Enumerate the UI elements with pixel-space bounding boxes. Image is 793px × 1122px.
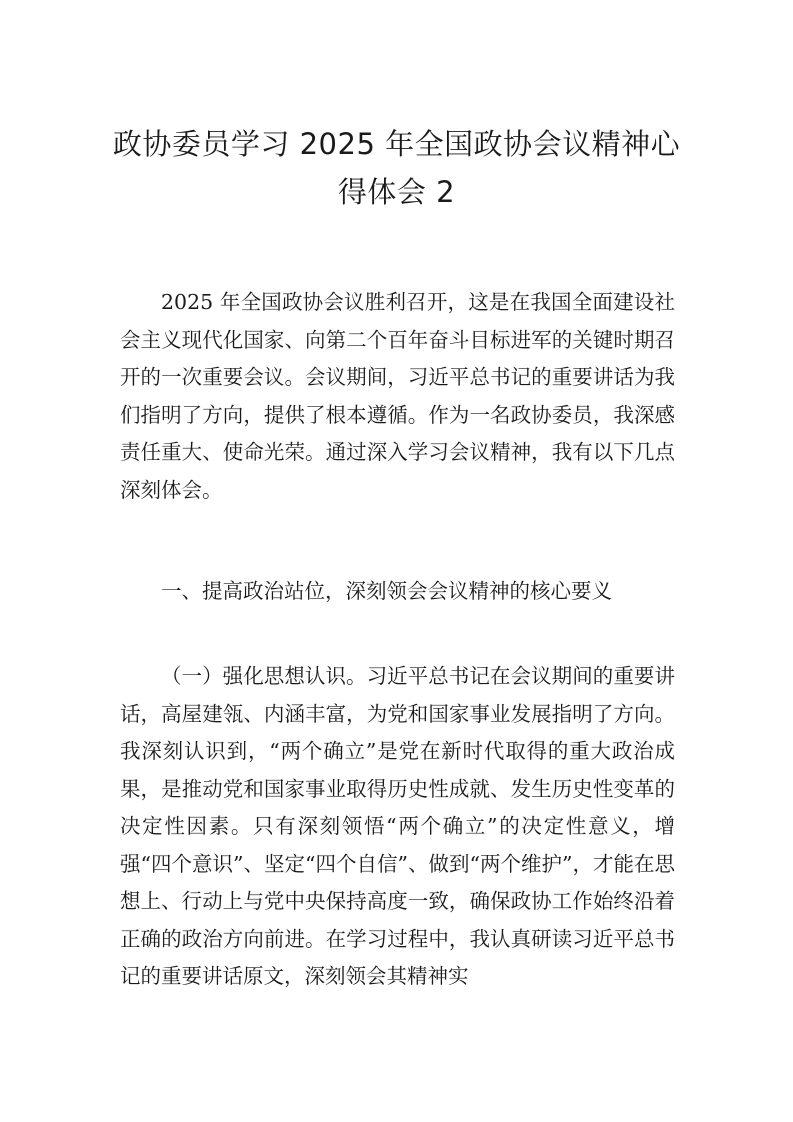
document-title: 政协委员学习 2025 年全国政协会议精神心得体会 2 — [112, 127, 681, 209]
subsection-paragraph-1: （一）强化思想认识。习近平总书记在会议期间的重要讲话，高屋建瓴、内涵丰富，为党和国家事业发展指明了方向。我深刻认识到，“两个确立”是党在新时代取得的重大政治成果，是推动党和国家事业取得历史性成就、发生历史性变革的决定性因素。只有深刻领悟“两个确立”的决定性意义，增强“四个意识”、坚定“四个自信”、做到“两个维护”，才能在思想上、行动上与党中央保持高度一致，确保政协工作始终沿着正确的政治方向前进。在学习过程中，我认真研读习近平总书记的重要讲话原文，深刻领会其精神实 — [120, 664, 675, 988]
section-heading-1: 一、提高政治站位，深刻领会会议精神的核心要义 — [161, 579, 612, 603]
intro-paragraph: 2025 年全国政协会议胜利召开，这是在我国全面建设社会主义现代化国家、向第二个百年奋斗目标进军的关键时期召开的一次重要会议。会议期间，习近平总书记的重要讲话为我们指明了方向，提供了根本遵循。作为一名政协委员，我深感责任重大、使命光荣。通过深入学习会议精神，我有以下几点深刻体会。 — [120, 290, 675, 502]
